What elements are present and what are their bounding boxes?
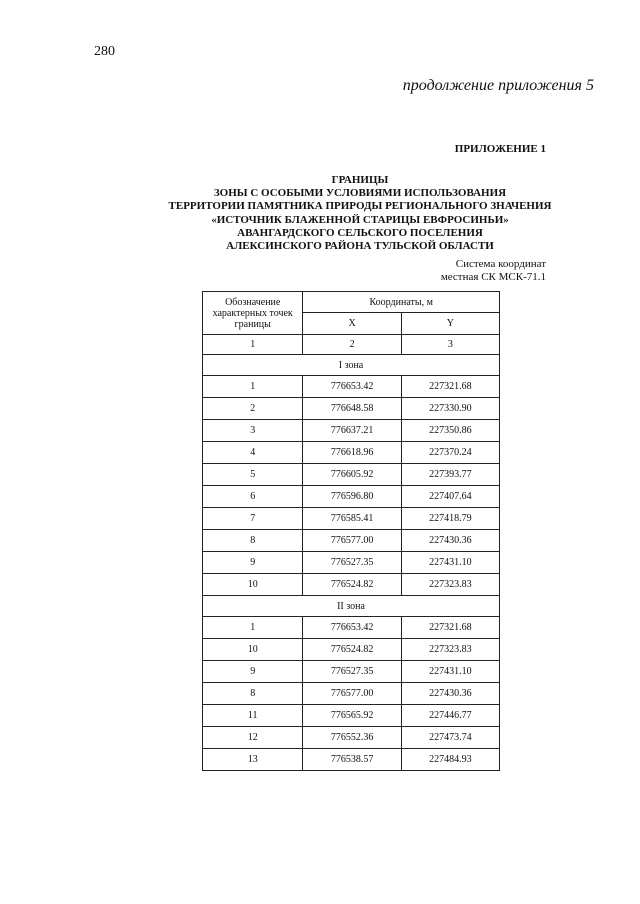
coord-x: 776527.35 [303, 552, 401, 574]
coord-y: 227393.77 [401, 464, 499, 486]
title-line: ЗОНЫ С ОСОБЫМИ УСЛОВИЯМИ ИСПОЛЬЗОВАНИЯ [213, 187, 507, 200]
zone-header-row [203, 596, 500, 617]
title-line: АВАНГАРДСКОГО СЕЛЬСКОГО ПОСЕЛЕНИЯ [237, 226, 483, 239]
document-title [140, 174, 580, 253]
point-number: 4 [203, 442, 303, 464]
point-number: 8 [203, 530, 303, 552]
table-row [203, 574, 500, 596]
coord-system-line: местная СК МСК-71.1 [440, 271, 546, 283]
coord-y: 227323.83 [401, 574, 499, 596]
point-number: 10 [203, 639, 303, 661]
point-number: 12 [203, 727, 303, 749]
point-number: 8 [203, 683, 303, 705]
coord-y: 227321.68 [401, 376, 499, 398]
coord-y: 227350.86 [401, 420, 499, 442]
table-row [203, 552, 500, 574]
table-row [203, 508, 500, 530]
title-line: АЛЕКСИНСКОГО РАЙОНА ТУЛЬСКОЙ ОБЛАСТИ [226, 240, 494, 253]
table-row [203, 376, 500, 398]
coord-x: 776653.42 [303, 376, 401, 398]
coord-y: 227323.83 [401, 639, 499, 661]
table-body [203, 335, 500, 771]
coord-y: 227431.10 [401, 661, 499, 683]
coord-x: 776653.42 [303, 617, 401, 639]
point-number: 11 [203, 705, 303, 727]
column-number: 3 [401, 335, 499, 355]
coord-x: 776648.58 [303, 398, 401, 420]
coord-x: 776577.00 [303, 530, 401, 552]
coordinate-system-note [441, 258, 546, 284]
point-number: 9 [203, 552, 303, 574]
point-number: 9 [203, 661, 303, 683]
table-row [203, 639, 500, 661]
appendix-label: ПРИЛОЖЕНИЕ 1 [454, 143, 546, 155]
coord-x: 776565.92 [303, 705, 401, 727]
coord-y: 227430.36 [401, 530, 499, 552]
coord-y: 227370.24 [401, 442, 499, 464]
table-row [203, 661, 500, 683]
table-row [203, 683, 500, 705]
coord-y: 227431.10 [401, 552, 499, 574]
table-row [203, 464, 500, 486]
coord-x: 776577.00 [303, 683, 401, 705]
zone-name: II зона [203, 596, 500, 617]
coord-x: 776618.96 [303, 442, 401, 464]
column-number-row [203, 335, 500, 355]
title-line: ТЕРРИТОРИИ ПАМЯТНИКА ПРИРОДЫ РЕГИОНАЛЬНОГО ЗНАЧЕНИЯ [168, 200, 552, 213]
zone-header-row [203, 355, 500, 376]
point-number: 2 [203, 398, 303, 420]
coord-y: 227473.74 [401, 727, 499, 749]
table-row [203, 705, 500, 727]
coord-y: 227446.77 [401, 705, 499, 727]
coord-y: 227484.93 [401, 749, 499, 771]
table-row [203, 420, 500, 442]
coord-x: 776637.21 [303, 420, 401, 442]
column-number: 2 [303, 335, 401, 355]
header-y: Y [401, 313, 499, 335]
zone-name: I зона [203, 355, 500, 376]
point-number: 1 [203, 376, 303, 398]
table-row [203, 486, 500, 508]
coord-y: 227321.68 [401, 617, 499, 639]
header-x: X [303, 313, 401, 335]
coord-x: 776596.80 [303, 486, 401, 508]
point-number: 7 [203, 508, 303, 530]
coord-system-line: Система координат [455, 258, 546, 270]
coord-x: 776524.82 [303, 574, 401, 596]
table-row [203, 617, 500, 639]
header-point-designation: Обозначение характерных точек границы [203, 292, 303, 335]
page-number: 280 [94, 44, 115, 59]
point-number: 6 [203, 486, 303, 508]
column-number: 1 [203, 335, 303, 355]
point-number: 10 [203, 574, 303, 596]
continuation-note: продолжение приложения 5 [402, 77, 594, 94]
coord-x: 776585.41 [303, 508, 401, 530]
table-row [203, 442, 500, 464]
point-number: 13 [203, 749, 303, 771]
coord-y: 227330.90 [401, 398, 499, 420]
coord-y: 227418.79 [401, 508, 499, 530]
coord-y: 227407.64 [401, 486, 499, 508]
point-number: 5 [203, 464, 303, 486]
header-coordinates: Координаты, м [303, 292, 500, 313]
coord-x: 776524.82 [303, 639, 401, 661]
table-row [203, 727, 500, 749]
table-row [203, 398, 500, 420]
title-line: ГРАНИЦЫ [331, 174, 389, 186]
point-number: 1 [203, 617, 303, 639]
coord-x: 776605.92 [303, 464, 401, 486]
title-line: «ИСТОЧНИК БЛАЖЕННОЙ СТАРИЦЫ ЕВФРОСИНЬИ» [211, 213, 509, 226]
point-number: 3 [203, 420, 303, 442]
table-row [203, 530, 500, 552]
coord-y: 227430.36 [401, 683, 499, 705]
coord-x: 776552.36 [303, 727, 401, 749]
coord-x: 776527.35 [303, 661, 401, 683]
coordinates-table [202, 291, 500, 771]
coord-x: 776538.57 [303, 749, 401, 771]
table-row [203, 749, 500, 771]
